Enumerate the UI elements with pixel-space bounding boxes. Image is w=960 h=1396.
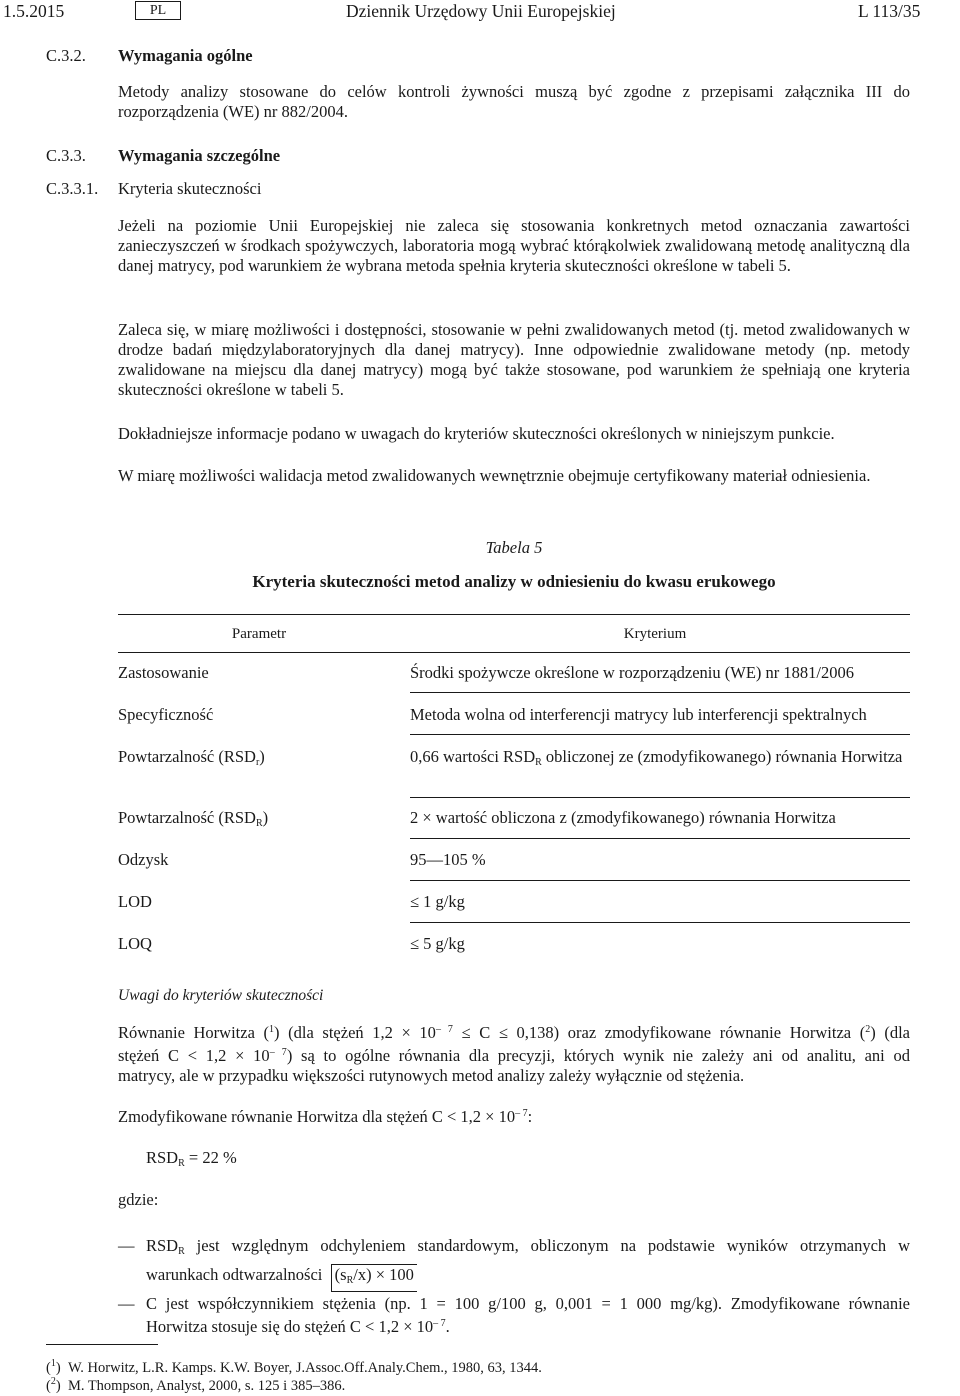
paragraph: Jeżeli na poziomie Unii Europejskiej nie zaleca się stosowania konkretnych metod oznaczania zawartości zanieczyszczeń w środkach spożywczych, laboratoria mogą wybrać którąkolwiek zwalidowaną metodę analityczną dla danej matrycy, pod warunkiem że wybrana metoda spełnia kryteria skuteczności określone w tabeli 5.: [118, 216, 910, 275]
where-label: gdzie:: [118, 1190, 159, 1209]
paragraph: W miarę możliwości walidacja metod zwalidowanych wewnętrznie obejmuje certyfikowany materiał odniesienia.: [118, 466, 871, 485]
dash-marker: —: [118, 1294, 135, 1313]
row-divider: [410, 734, 910, 735]
table-cell-crit: 2 × wartość obliczona z (zmodyfikowanego) równania Horwitza: [410, 808, 836, 827]
footnote: ($^2$) M. Thompson, Analyst, 2000, s. 125 i 385–386.: [46, 1376, 346, 1394]
row-divider: [410, 922, 910, 923]
table-cell-crit: Środki spożywcze określone w rozporządzeniu (WE) nr 1881/2006: [410, 663, 854, 682]
footnote-separator: [46, 1344, 158, 1345]
row-divider: [410, 797, 910, 798]
definition-item: C jest współczynnikiem stężenia (np. 1 = 100 g/100 g, 0,001 = 1 000 mg/kg). Zmodyfikowane równanie Horwitza stosuje się do stężeń $C < 1,2 \times 10^{- 7}$.: [146, 1294, 910, 1336]
table-cell-crit: 0,66 wartości $RSD_R$ obliczonej ze (zmodyfikowanego) równania Horwitza: [410, 747, 903, 768]
section-text: Metody analizy stosowane do celów kontroli żywności muszą być zgodne z przepisami załącznika III do rozporządzenia (WE) nr 882/2004.: [118, 82, 910, 121]
formula: $RSD_R = 22$ %: [146, 1148, 237, 1169]
notes-heading: Uwagi do kryteriów skuteczności: [118, 987, 324, 1004]
table-cell-param: Powtarzalność $(RSD_R)$: [118, 808, 269, 829]
table-cell-param: LOD: [118, 892, 152, 911]
row-divider: [410, 880, 910, 881]
header-date: 1.5.2015: [3, 1, 65, 21]
table-cell-param: Zastosowanie: [118, 663, 209, 682]
paragraph: Zaleca się, w miarę możliwości i dostępności, stosowanie w pełni zwalidowanych metod (tj. metod zwalidowanych w drodze badań międzylaboratoryjnych dla danej matrycy). Inne odpowiednie zwalidowane metody (np. metody zwalidowane na miejscu dla danej matrycy) mogą być także stosowane, pod warunkiem że spełniają one kryteria skuteczności określone w tabeli 5.: [118, 320, 910, 399]
table-cell-crit: Metoda wolna od interferencji matrycy lub interferencji spektralnych: [410, 705, 867, 724]
page-reference: L 113/35: [858, 1, 921, 21]
definition-item: $RSD_R$ jest względnym odchyleniem standardowym, obliczonym na podstawie wyników otrzymanych w warunkach odtwarzalności $(s_R/\overline{x}) \times 100$: [146, 1236, 910, 1292]
paragraph: Dokładniejsze informacje podano w uwagach do kryteriów skuteczności określonych w niniejszym punkcie.: [118, 424, 835, 443]
section-title: Wymagania ogólne: [118, 46, 253, 65]
section-number: C.3.2.: [46, 46, 86, 65]
table-title: Kryteria skuteczności metod analizy w odniesieniu do kwasu erukowego: [252, 572, 776, 591]
language-badge: PL: [135, 1, 181, 20]
row-divider: [410, 692, 910, 693]
table-header-crit: Kryterium: [623, 626, 687, 642]
section-title: Wymagania szczególne: [118, 146, 281, 165]
table-top-rule: [118, 614, 910, 615]
notes-paragraph: Równanie Horwitza ($^1$) (dla stężeń $1,2 \times 10^{- 7} \le C \le 0,138$) oraz zmodyfikowane równanie Horwitza ($^2$) (dla stężeń $C < 1,2 \times 10^{- 7}$) są to ogólne równania dla precyzji, których wynik nie zależy ani od analitu, ani od matrycy, ale w przypadku większości rutynowych metod analizy zależy wyłącznie od stężenia.: [118, 1023, 911, 1085]
journal-title: Dziennik Urzędowy Unii Europejskiej: [346, 1, 616, 21]
table-cell-param: Odzysk: [118, 850, 169, 869]
notes-paragraph: Zmodyfikowane równanie Horwitza dla stężeń $C < 1,2 \times 10^{- 7}$:: [118, 1107, 533, 1126]
table-label: Tabela 5: [485, 538, 543, 557]
footnote: ($^1$) W. Horwitz, L.R. Kamps. K.W. Boyer, J.Assoc.Off.Analy.Chem., 1980, 63, 1344.: [46, 1358, 542, 1376]
section-title: Kryteria skuteczności: [118, 179, 262, 198]
section-number: C.3.3.: [46, 146, 86, 165]
table-cell-param: Specyficzność: [118, 705, 214, 724]
formula-bracket: $(s_R/\overline{x}) \times 100$: [331, 1264, 417, 1292]
table-cell-param: Powtarzalność $(RSD_r)$: [118, 747, 265, 768]
table-cell-crit: ≤ 1 g/kg: [410, 892, 465, 911]
table-cell-param: LOQ: [118, 934, 152, 953]
section-number: C.3.3.1.: [46, 179, 99, 198]
table-cell-crit: ≤ 5 g/kg: [410, 934, 465, 953]
dash-marker: —: [118, 1236, 135, 1255]
table-header-rule: [118, 652, 910, 653]
row-divider: [410, 838, 910, 839]
table-cell-crit: 95—105 %: [410, 850, 486, 869]
table-header-param: Parametr: [231, 626, 287, 642]
